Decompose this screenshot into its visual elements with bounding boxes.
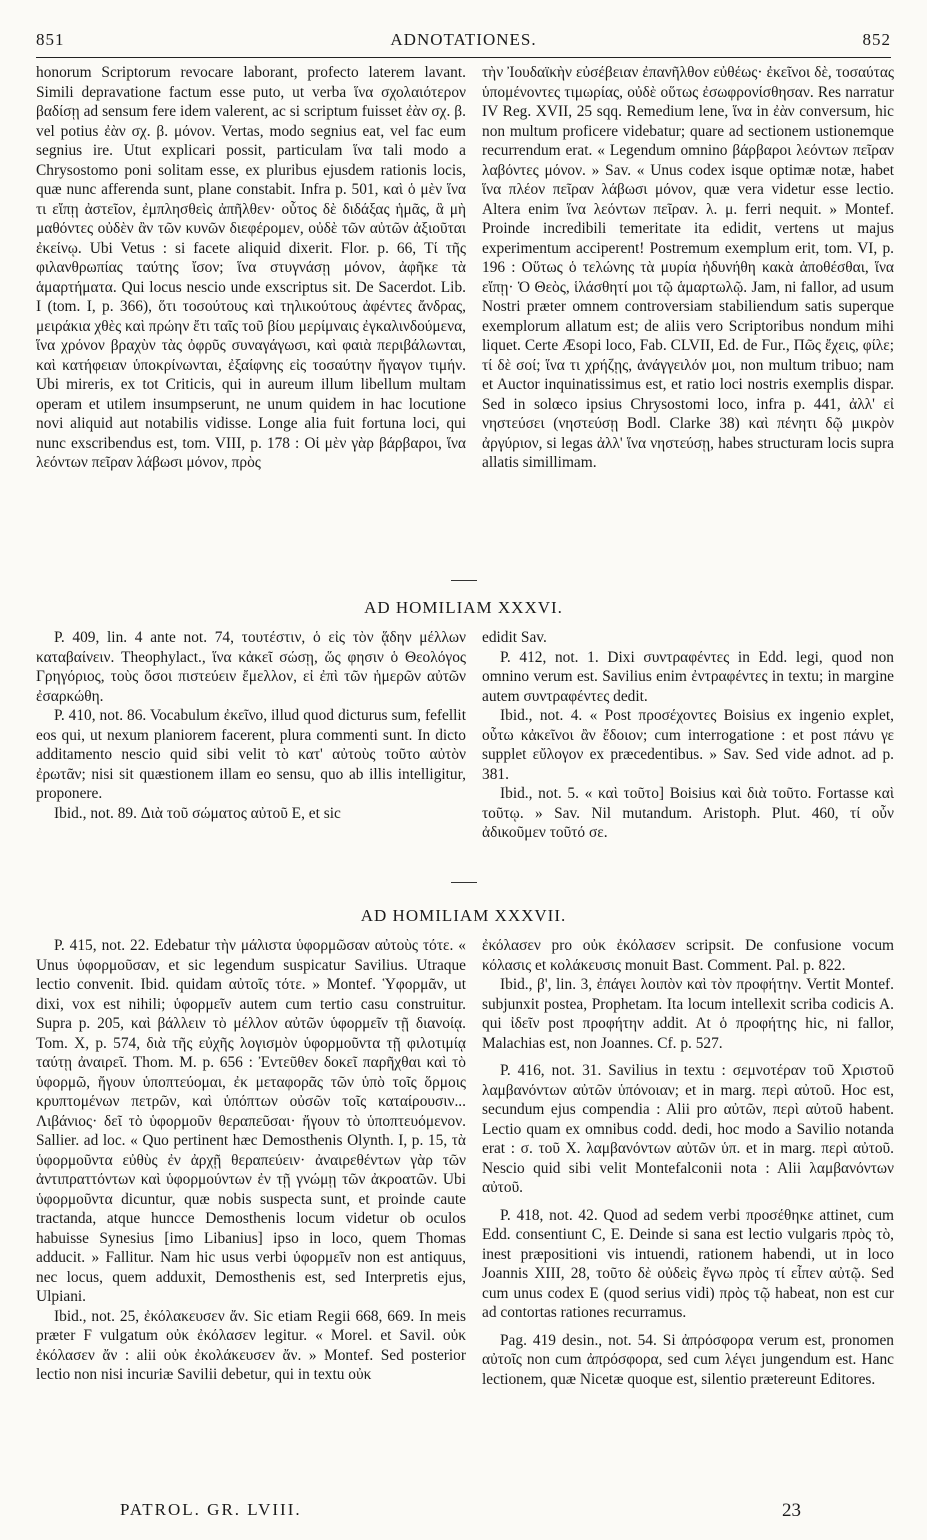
note-paragraph: P. 410, not. 86. Vocabulum ἐκεῖνο, illud quod dicturus sum, fefellit eos qui, ut nexum planiorem facerent, plura commenti sunt. In dicto additamento nescio quid sibi velit τὸ κατ' αὐτοὺς τοῦτο αὐτὸν ἐρωτᾶν; nisi sit quæstionem illam eo sensu, quo ab illis intelligitur, proponere. — [36, 707, 466, 802]
section1-left-column — [36, 63, 466, 593]
section2-right-column — [482, 628, 894, 878]
section-divider — [451, 580, 477, 581]
header-rule — [36, 57, 891, 58]
note-paragraph: Ibid., not. 5. « καὶ τοῦτο] Boisius καὶ διὰ τοῦτο. Fortasse καὶ τοῦτῳ. » Sav. Nil mutandum. Aristoph. Plut. 460, τί οὖν ἀδικοῦμεν τοῦτό σε. — [482, 785, 894, 841]
section1-right-column — [482, 63, 894, 593]
note-paragraph: Ibid., not. 25, ἐκόλακευσεν ἄν. Sic etiam Regii 668, 669. In meis præter F vulgatum οὐκ ἐκόλασεν legitur. « Morel. et Savil. οὐκ ἐκόλασεν ἄν : alii οὐκ ἐκολάκευσεν ἄν. » Montef. Sed posterior lectio non nisi incuriæ Savilii debetur, qui in textu οὐκ — [36, 1307, 466, 1383]
note-paragraph: Ibid., β', lin. 3, ἐπάγει λοιπὸν καὶ τὸν προφήτην. Vertit Montef. subjunxit postea, Prophetam. Ita locum intellexit scriba codicis A. qui ἰδεῖν post προφήτην addit. At ὁ προφήτης hic, ni fallor, Malachias est, non Joannes. Cf. p. 527. — [482, 976, 894, 1052]
note-paragraph: Pag. 419 desin., not. 54. Si ἀπρόσφορα verum est, pronomen αὐτοῖς non cum ἀπρόσφορα, sed cum λέγει jungendum est. Hanc lectionem, quæ Nicetæ quoque est, silentio prætereunt Editores. — [482, 1331, 894, 1388]
paragraph: τὴν Ἰουδαϊκὴν εὐσέβειαν ἐπανῆλθον εὐθέως· ἐκεῖνοι δὲ, τοσαύτας ὑπομένοντες τιμωρίας, οὐδὲ οὕτως ἐσωφρονίσθησαν. Res narratur IV Reg. XVII, 25 sqq. Remedium lene, ἵνα in ἐὰν conversum, hic non multum proficere videbatur; quare ad sectionem ustionemque recurrendum erat. « Legendum omnino βάρβαροι λεόντων πεῖραν λαβόντες μόνον. » Sav. « Unus codex isque optimæ notæ, habet ἵνα πλέον πεῖραν λάβωσι μόνον, quæ vera videtur esse lectio. Altera enim ἵνα λεόντων πεῖραν. λ. μ. ferri nequit. » Montef. Proinde incredibili temeritate ita edidit, vertens ut majus experimentum acciperent! Postremum exemplum erit, tom. VI, p. 196 : Οὕτως ὁ τελώνης τὰ μυρία ἠδυνήθη κακὰ ἀποθέσθαι, ἵνα εἴπῃ· Ὁ Θεὸς, ἱλάσθητί μοι τῷ ἁμαρτωλῷ. Jam, ni fallor, ad usum Nostri præter omnem controversiam stabiliendum satis superque exemplorum allatum est; de aliis vero Scriptoribus nondum mihi liquet. Certe Æsopi loco, Fab. CLVII, Ed. de Fur., Πῶς ἔχεις, φίλε; τί δὲ σοί; ἵνα τι χρήζῃς, ἀνάγγειλόν μοι, non multum tribuo; nam et Auctor inquinatissimus est, et ratio loci nostris exemplis dispar. Sed in solœco ipsius Chrysostomi loco, infra p. 441, ἀλλ' εἰ νηστεύσει (νηστεύσῃ Bodl. Clarke 38) καὶ πένητι δῷ μικρὸν ἀργύριον, si legas ἀλλ' ἵνα νηστεύσῃ, habes structuram locis supra allatis simillimam. — [482, 64, 894, 471]
note-paragraph: edidit Sav. — [482, 629, 547, 646]
note-paragraph: Ibid., not. 89. Διὰ τοῦ σώματος αὐτοῦ E, et sic — [54, 804, 341, 822]
note-paragraph: P. 416, not. 31. Savilius in textu : σεμνοτέραν τοῦ Χριστοῦ λαμβανόντων αὐτῶν ὑπόνοιαν; et in marg. περὶ αὐτοῦ. Hoc est, secundum ejus compendia : Alii pro αὐτῶν, περὶ αὐτοῦ habent. Lectio quam ex omnibus codd. dedi, hoc modo a Savilio notanda erat : σ. τοῦ Χ. λαμβανόντων αὐτῶν ὑπ. et in marg. περὶ αὐτοῦ. Nescio quid sibi velit Montefalconii nota : Alii λαμβανόντων αὐτοῦ. — [482, 1062, 894, 1196]
paragraph: honorum Scriptorum revocare laborant, profecto laterem lavant. Simili depravatione factum esse puto, ut verba ἵνα σχολαιότερον βαδίσῃ ad sensum fere idem valerent, ac si scriptum fuisset ἐὰν σχ. β. vel potius ἐὰν σχ. β. μόνον. Vertas, modo segnius eat, vel fac eum segnius ire. Utut explicari possit, particulam ἵνα tali modo a Chrysostomo poni solitam esse, ex pluribus ejusdem rationis locis, quæ nunc afferenda sunt, plane constabit. Infra p. 501, καὶ ὁ μὲν ἵνα τι εἴπῃ ἀστεῖον, ἐμπλησθεὶς ἀπῆλθεν· οὗτος δὲ διδάξας ἡμᾶς, ἃ μὴ μαθόντες οὐδὲν ἂν τῶν κυνῶν διεφέρομεν, οὐδὲ τῶν αὐτῶν ἀξιοῦται ἐκείνῳ. Ubi Vetus : si facete aliquid dixerit. Flor. p. 66, Τί τῆς φιλανθρωπίας ταύτης ἴσον; ἵνα στυγνάσῃ μόνον, ἀφῆκε τὰ ἁμαρτήματα. Qui locus nescio unde exscriptus sit. De Sacerdot. Lib. I (tom. I, p. 366), ὅτι τοσούτους καὶ τηλικούτους ἀφέντες ἄνδρας, μειράκια χθὲς καὶ πρώην ἔτι ταῖς τοῦ βίου μερίμναις ἐγκαλινδούμενα, ἵνα χρόνον βραχὺν τὰς ὀφρῦς συναγάγωσι, καὶ φαιὰ περιβάλωνται, καὶ κατήφειαν ὑποκρίνωνται, ἐξαίφνης εἰς τοσαύτην ἤγαγον τιμήν. Ubi mireris, ex tot Criticis, qui in aureum illum libellum multam operam et utilem insumpserunt, ne unum quidem in hac locutione novi aliquid aut notabilis vidisse. Longe alia fuit fortuna loci, qui nunc exscribendus est, tom. VIII, p. 178 : Οἱ μὲν γὰρ βάρβαροι, ἵνα λεόντων πεῖραν λάβωσι μόνον, πρὸς — [36, 64, 466, 471]
note-paragraph: P. 412, not. 1. Dixi συντραφέντες in Edd. legi, quod non omnino verum est. Savilius enim ἐντραφέντες in textu; in margine autem συντραφέντες dedit. — [482, 648, 894, 705]
section2-left-column — [36, 628, 466, 878]
page-number-left: 851 — [36, 30, 65, 49]
footer-series-label: PATROL. GR. LVIII. — [120, 1500, 302, 1519]
signature-number: 23 — [782, 1500, 801, 1521]
section-heading-homily-36: AD HOMILIAM XXXVI. — [364, 598, 563, 617]
note-paragraph: P. 418, not. 42. Quod ad sedem verbi προσέθηκε attinet, cum Edd. consentiunt C, E. Deinde si sana est lectio vulgaris πρὸς τὸ, inest præpositioni vis intuendi, rationem habendi, ut in loco Joannis XIII, 28, τοῦτο δὲ οὐδεὶς ἔγνω πρὸς τί εἶπεν αὐτῷ. Sed cum unus codex E (quod serius vidi) πρὸς τῷ habeat, non est cur ad contortas rationes recurramus. — [482, 1206, 894, 1321]
running-header — [36, 30, 891, 54]
section-heading-homily-37: AD HOMILIAM XXXVII. — [360, 906, 567, 925]
section3-right-column — [482, 936, 894, 1496]
note-paragraph: P. 415, not. 22. Edebatur τὴν μάλιστα ὑφορμῶσαν αὐτοὺς τότε. « Unus ὑφορμοῦσαν, et sic legendum suspicatur Savilius. Utraque lectio convenit. Ibid. quidam αὐτοῖς τότε. » Montef. Ὑφορμᾶν, ut dixi, vox est nihili; ὑφορμεῖν autem cum tertio casu construitur. Supra p. 205, καὶ βάλλειν τὸ μέλλον αὐτῶν ὑφορμεῖν τῇ διανοίᾳ. Tom. X, p. 574, διὰ τῆς εὐχῆς λογισμὸν ὑφορμοῦντα τῇ φιλοτιμίᾳ ταύτῃ ἀναιρεῖ. Thom. M. p. 656 : Ἐντεῦθεν δοκεῖ παρῆχθαι καὶ τὸ ὑφορμῶ, ἤγουν ὑποπτεύομαι, ἐκ μεταφορᾶς τῶν ὑπὸ τοῖς ὅρμοις κρυπτομένων πετρῶν, καὶ ὑπόπτων οὐσῶν τοῖς καταίρουσιν... Λιβάνιος· δεῖ τὸ ὑφορμοῦν θεραπεῦσαι· ἤγουν τὸ ὑποπτευόμενον. Sallier. ad loc. « Quo pertinent hæc Demosthenis Olynth. I, p. 15, τὰ ὑφορμοῦντα εὐθὺς ἐν ἀρχῇ θεραπεύειν· ἀναιρεθέντων γὰρ τῶν ἀντιπραττόντων καὶ ὑφορμούντων ἐν τῇ γνώμῃ τῶν ἀκροατῶν. Ubi ὑφορμοῦντα dicuntur, quæ nobis suspecta sunt, et proinde caute tractanda, atque huncce Demosthenis locum videtur ob oculos habuisse Synesius [imo Libanius] ipso in loco, quem Thomas adducit. » Fallitur. Nam hic usus verbi ὑφορμεῖν non est antiquus, nec locus, quem adduxit, Demosthenis est, sed Interpretis ejus, Ulpiani. — [36, 937, 466, 1305]
section-divider — [451, 882, 477, 883]
note-paragraph: P. 409, lin. 4 ante not. 74, τουτέστιν, ὁ εἰς τὸν ᾅδην μέλλων καταβαίνειν. Theophylact., ἵνα κἀκεῖ σώσῃ, ὥς φησιν ὁ Θεολόγος Γρηγόριος, τοὺς ὅσοι πιστεύειν ἔμελλον, εἰ ἐπὶ τῶν ἡμερῶν αὐτῶν ἐσαρκώθη. — [36, 629, 466, 705]
page-footer — [36, 1500, 891, 1526]
page-number-right: 852 — [862, 30, 891, 49]
note-paragraph: Ibid., not. 4. « Post προσέχοντες Boisius ex ingenio explet, οὗτω κἀκεῖνοι ἂν ἔδοιον; cum interrogatione : et post πάνυ γε supplet εὔλογον ex præcedentibus. » Sav. Sed vide adnot. ad p. 381. — [482, 707, 894, 783]
running-title: ADNOTATIONES. — [390, 30, 537, 49]
note-paragraph: ἐκόλασεν pro οὐκ ἐκόλασεν scripsit. De confusione vocum κόλασις et κολάκευσις monuit Bast. Comment. Pal. p. 822. — [482, 937, 894, 974]
section3-left-column — [36, 936, 466, 1496]
